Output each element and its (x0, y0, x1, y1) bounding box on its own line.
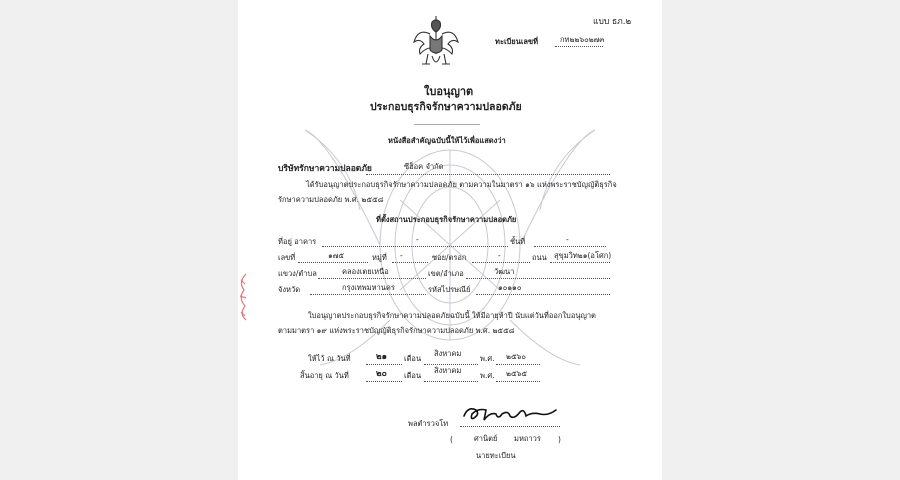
province-value: กรุงเทพมหานคร (342, 283, 395, 292)
postcode-value: ๑๐๑๑๐ (498, 283, 522, 292)
floor-value: - (566, 235, 569, 244)
road-label: ถนน (532, 253, 547, 262)
paragraph2-line2: ตามมาตรา ๑๙ แห่งพระราชบัญญัติธุรกิจรักษาความปลอดภัย พ.ศ. ๒๕๕๘ (278, 326, 515, 335)
form-code: แบบ ธภ.๒ (593, 17, 632, 27)
issued-month: สิงหาคม (434, 349, 462, 358)
soi-value: - (498, 251, 501, 260)
paragraph2-line1: ใบอนุญาตประกอบธุรกิจรักษาความปลอดภัยฉบับนี้ ให้มีอายุห้าปี นับแต่วันที่ออกใบอนุญาต (308, 311, 596, 320)
expire-year-label: พ.ศ. (480, 371, 495, 380)
subdistrict-value: คลองเตยเหนือ (342, 267, 389, 276)
signatory-last-name: มหถาวร (514, 434, 541, 443)
floor-label: ชั้นที่ (510, 237, 526, 246)
open-paren: ( (450, 435, 453, 444)
number-label: เลขที่ (278, 253, 296, 262)
number-value: ๑๗๕ (328, 251, 345, 260)
company-name: ซีฮ็อค จำกัด (404, 162, 444, 171)
company-label: บริษัทรักษาความปลอดภัย (278, 164, 372, 174)
soi-label: ซอย/ตรอก (432, 253, 467, 262)
signatory-rank: พลตำรวจโท (408, 419, 449, 428)
expire-month-label: เดือน (404, 371, 422, 380)
title-license: ใบอนุญาต (424, 85, 474, 98)
expire-label: สิ้นอายุ ณ วันที่ (300, 371, 349, 380)
license-document (238, 0, 662, 480)
certify-line: หนังสือสำคัญฉบับนี้ให้ไว้เพื่อแสดงว่า (388, 136, 506, 145)
paragraph1-line1: ได้รับอนุญาตประกอบธุรกิจรักษาความปลอดภัย ตามความในมาตรา ๑๖ แห่งพระราชบัญญัติธุรกิจ (306, 180, 617, 189)
moo-label: หมู่ที่ (372, 253, 387, 262)
signatory-position: นายทะเบียน (476, 451, 516, 460)
red-stamp-icon (238, 272, 248, 322)
signatory-first-name: ศานิตย์ (474, 434, 498, 443)
issued-year: ๒๕๖๐ (506, 352, 526, 361)
issued-day: ๒๑ (376, 352, 387, 362)
province-label: จังหวัด (278, 285, 301, 294)
district-value: วัฒนา (494, 267, 515, 276)
subdistrict-label: แขวง/ตำบล (278, 269, 317, 278)
expire-day: ๒๐ (376, 369, 387, 379)
garuda-emblem-icon (412, 14, 460, 70)
paragraph1-line2: รักษาความปลอดภัย พ.ศ. ๒๕๕๘ (278, 195, 384, 204)
location-heading: ที่ตั้งสถานประกอบธุรกิจรักษาความปลอดภัย (376, 215, 517, 224)
signature-icon (462, 402, 558, 424)
issued-label: ให้ไว้ ณ วันที่ (308, 354, 351, 363)
title-business: ประกอบธุรกิจรักษาความปลอดภัย (370, 101, 522, 113)
expire-month: สิงหาคม (434, 366, 462, 375)
postcode-label: รหัสไปรษณีย์ (428, 285, 471, 294)
building-label: ที่อยู่ อาคาร (278, 237, 317, 246)
issued-month-label: เดือน (404, 354, 422, 363)
registration-label: ทะเบียนเลขที่ (495, 37, 539, 46)
district-label: เขต/อำเภอ (428, 269, 464, 278)
road-value: สุขุมวิท๒๑(อโศก) (554, 251, 612, 260)
registration-number: กท๒๒๖๐๒๗๓ (560, 35, 605, 44)
moo-value: - (400, 251, 403, 260)
expire-year: ๒๕๖๕ (506, 369, 528, 378)
close-paren: ) (558, 435, 561, 444)
building-value: - (416, 235, 419, 244)
issued-year-label: พ.ศ. (480, 354, 495, 363)
